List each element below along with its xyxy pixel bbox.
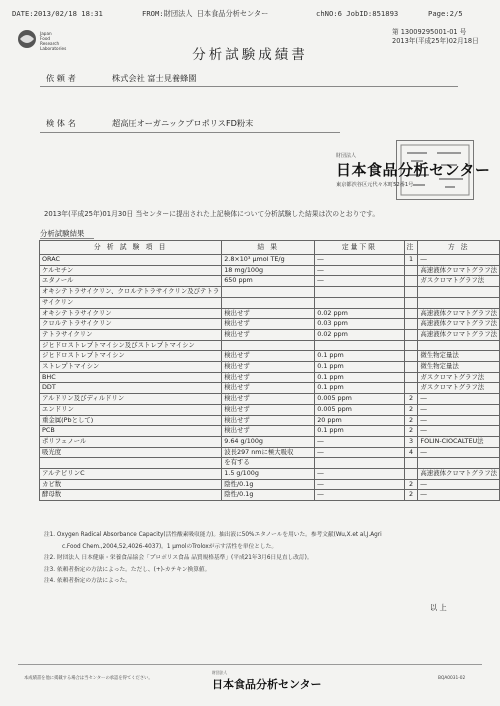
table-row [40, 276, 500, 287]
footer-note: 本成績書を他に掲載する場合は当センターの承認を得てください。 [24, 676, 153, 681]
sample-value: 超高圧オーガニックプロポリスFD粉末 [112, 118, 254, 128]
header-limit: 定量下限 [315, 241, 404, 255]
logo-line: Research [40, 41, 60, 46]
cell-method: ― [418, 255, 500, 266]
cell-item: オキシテトラサイクリン、クロルテトラサイクリン及びテトラ [40, 287, 222, 298]
cell-item [40, 458, 222, 469]
cell-result: 検出せず [222, 362, 315, 373]
cell-limit: 0.005 ppm [315, 404, 404, 415]
cell-limit: ― [315, 490, 404, 501]
section-title: 分析試験結果 [40, 229, 85, 238]
cell-method [418, 458, 500, 469]
table-row [40, 436, 500, 447]
cell-method: 高速液体クロマトグラフ法 [418, 308, 500, 319]
table-row [40, 404, 500, 415]
cell-limit: 0.1 ppm [315, 383, 404, 394]
cell-result: 検出せず [222, 415, 315, 426]
table-row [40, 447, 500, 458]
page-title: 分析試験成績書 [192, 47, 308, 63]
cell-note: 2 [404, 394, 418, 405]
cell-limit: ― [315, 436, 404, 447]
header-item: 分 析 試 験 項 目 [40, 241, 222, 255]
cell-method: ― [418, 490, 500, 501]
cell-method: ― [418, 394, 500, 405]
cell-item: PCB [40, 426, 222, 437]
table-row [40, 415, 500, 426]
cell-result [222, 297, 315, 308]
cell-item: エタノール [40, 276, 222, 287]
cell-note: 2 [404, 490, 418, 501]
header-method: 方 法 [418, 241, 500, 255]
cell-result: 検出せず [222, 329, 315, 340]
footer-divider [18, 664, 482, 665]
cell-note [404, 319, 418, 330]
client-value: 株式会社 富士見養蜂園 [112, 73, 197, 83]
table-row [40, 287, 500, 298]
cell-limit: 0.03 ppm [315, 319, 404, 330]
cell-method: 微生物定量法 [418, 362, 500, 373]
table-row [40, 458, 500, 469]
footer-issuer [198, 670, 322, 692]
cell-result: 検出せず [222, 319, 315, 330]
cell-limit: 0.02 ppm [315, 329, 404, 340]
cell-limit: 0.005 ppm [315, 394, 404, 405]
cell-method: ― [418, 426, 500, 437]
cell-note [404, 372, 418, 383]
issuer-type: 財団法人 [336, 153, 357, 159]
cell-note [404, 308, 418, 319]
cell-item: オキシテトラサイクリン [40, 308, 222, 319]
table-row [40, 319, 500, 330]
table-row [40, 362, 500, 373]
cell-result: 検出せず [222, 372, 315, 383]
cell-result [222, 287, 315, 298]
cell-note: 3 [404, 436, 418, 447]
cell-limit: ― [315, 276, 404, 287]
cell-item: 吸光度 [40, 447, 222, 458]
footer-code: BQA0031-02 [438, 676, 466, 681]
cell-item: ジヒドロストレプトマイシン [40, 351, 222, 362]
note-line: c.Food Chem.,2004,52,4026-4037)。1 μmolのTroloxが示す活性を単位とした。 [62, 543, 278, 550]
cell-method: 高速液体クロマトグラフ法 [418, 329, 500, 340]
logo-line: Japan [40, 31, 52, 36]
cell-method: ― [418, 415, 500, 426]
cell-item: エンドリン [40, 404, 222, 415]
cell-result: 検出せず [222, 351, 315, 362]
cell-note: 4 [404, 447, 418, 458]
sample-label: 検 体 名 [46, 118, 76, 128]
cell-result: 検出せず [222, 426, 315, 437]
cell-note [404, 383, 418, 394]
cell-note [404, 340, 418, 351]
cell-limit: ― [315, 469, 404, 480]
table-row [40, 394, 500, 405]
cell-note [404, 351, 418, 362]
cell-limit [315, 287, 404, 298]
footer-issuer-type: 財団法人 [212, 670, 228, 675]
divider [40, 86, 458, 87]
cell-result: 9.64 g/100g [222, 436, 315, 447]
cell-result: 検出せず [222, 308, 315, 319]
cell-method: ― [418, 404, 500, 415]
cell-item: クロルテトラサイクリン [40, 319, 222, 330]
cell-limit: 20 ppm [315, 415, 404, 426]
logo-line: Laboratories [40, 46, 67, 51]
cell-note: 2 [404, 404, 418, 415]
table-row [40, 308, 500, 319]
cell-limit: 0.1 ppm [315, 372, 404, 383]
cell-result: を有する [222, 458, 315, 469]
cell-item: 重金属(Pbとして) [40, 415, 222, 426]
cell-limit: ― [315, 265, 404, 276]
statement: 2013年(平成25年)01月30日 当センターに提出された上記検体について分析試験した結果は次のとおりです。 [44, 210, 380, 218]
cell-note [404, 276, 418, 287]
cell-item: サイクリン [40, 297, 222, 308]
note-line: 注2. 財団法人 日本健康・栄養食品協会「プロポリス食品 品質規格基準」(平成21年3月6日見直し改訂)。 [44, 555, 313, 561]
note-line: 注3. 依頼者指定の方法によった。ただし、(+)-カテキン換算値。 [44, 566, 211, 573]
cell-result [222, 340, 315, 351]
cell-note [404, 469, 418, 480]
cell-method: 微生物定量法 [418, 351, 500, 362]
table-row [40, 372, 500, 383]
cell-item: 酵母数 [40, 490, 222, 501]
cell-method [418, 297, 500, 308]
table-header-row [40, 241, 500, 255]
cell-result: 陰性/0.1g [222, 490, 315, 501]
cell-item: アルドリン及びディルドリン [40, 394, 222, 405]
cell-item: DDT [40, 383, 222, 394]
cell-note: 2 [404, 479, 418, 490]
table-row [40, 340, 500, 351]
table-row [40, 255, 500, 266]
fax-from: FROM:財団法人 日本食品分析センター [142, 9, 269, 18]
cell-limit: ― [315, 447, 404, 458]
cell-note [404, 287, 418, 298]
results-table [39, 240, 500, 501]
cell-note [404, 458, 418, 469]
note-line: 注1. Oxygen Radical Absorbance Capacity(活性酸素吸収能力)。抽出液に50%エタノールを用いた。参考文献(Wu,X.et al,J.Agri [44, 532, 382, 538]
header-result: 結 果 [222, 241, 315, 255]
cell-method: FOLIN-CIOCALTEU法 [418, 436, 500, 447]
cell-item: ジヒドロストレプトマイシン及びストレプトマイシン [40, 340, 222, 351]
table-row [40, 479, 500, 490]
cell-note: 2 [404, 426, 418, 437]
header-note: 注 [404, 241, 418, 255]
cell-result: 検出せず [222, 383, 315, 394]
cell-item: テトラサイクリン [40, 329, 222, 340]
section-underline [40, 238, 94, 239]
document-number: 第 13009295001-01 号 [392, 28, 467, 36]
cell-limit: 0.1 ppm [315, 362, 404, 373]
closing-mark: 以 上 [430, 603, 447, 612]
notes [44, 530, 474, 588]
cell-result: 検出せず [222, 404, 315, 415]
cell-item: ケルセチン [40, 265, 222, 276]
table-row [40, 351, 500, 362]
fax-page: Page:2/5 [428, 9, 463, 18]
cell-method [418, 287, 500, 298]
cell-method: ガスクロマトグラフ法 [418, 383, 500, 394]
table-row [40, 490, 500, 501]
table-row [40, 383, 500, 394]
cell-item: ポリフェノール [40, 436, 222, 447]
cell-note [404, 329, 418, 340]
cell-item: アルテピリンC [40, 469, 222, 480]
note-line: 注4. 依頼者指定の方法によった。 [44, 578, 131, 584]
cell-result: 1.5 g/100g [222, 469, 315, 480]
fax-date: DATE:2013/02/18 18:31 [12, 9, 103, 18]
cell-item: BHC [40, 372, 222, 383]
cell-method: 高速液体クロマトグラフ法 [418, 319, 500, 330]
issuer-address: 東京都渋谷区元代々木町52番1号 [336, 182, 414, 188]
fax-job: chNO:6 JobID:851893 [316, 9, 399, 18]
cell-method: ― [418, 447, 500, 458]
cell-note [404, 265, 418, 276]
document-date: 2013年(平成25年)02月18日 [392, 37, 479, 45]
table-row [40, 265, 500, 276]
cell-method: 高速液体クロマトグラフ法 [418, 469, 500, 480]
cell-method: ガスクロマトグラフ法 [418, 372, 500, 383]
issuer-name: 日本食品分析センター [336, 161, 491, 179]
divider [40, 132, 340, 133]
cell-note [404, 297, 418, 308]
cell-item: ストレプトマイシン [40, 362, 222, 373]
cell-limit [315, 458, 404, 469]
client-label: 依 頼 者 [46, 73, 76, 83]
table-row [40, 426, 500, 437]
footer-issuer-name: 日本食品分析センター [212, 678, 322, 691]
cell-result: 2.8×10³ μmol TE/g [222, 255, 315, 266]
cell-method [418, 340, 500, 351]
cell-note: 2 [404, 415, 418, 426]
table-row [40, 297, 500, 308]
cell-result: 波長297 nmに極大吸収 [222, 447, 315, 458]
cell-note: 1 [404, 255, 418, 266]
table-row [40, 469, 500, 480]
issuer-block [336, 152, 490, 188]
cell-method: 高速液体クロマトグラフ法 [418, 265, 500, 276]
cell-limit: ― [315, 479, 404, 490]
cell-method: ガスクロマトグラフ法 [418, 276, 500, 287]
logo-line: Food [40, 36, 51, 41]
cell-limit: 0.1 ppm [315, 351, 404, 362]
cell-item: ORAC [40, 255, 222, 266]
cell-limit: 0.02 ppm [315, 308, 404, 319]
cell-item: カビ数 [40, 479, 222, 490]
cell-limit [315, 340, 404, 351]
table-row [40, 329, 500, 340]
cell-method: ― [418, 479, 500, 490]
cell-note [404, 362, 418, 373]
cell-result: 検出せず [222, 394, 315, 405]
cell-result: 陰性/0.1g [222, 479, 315, 490]
cell-result: 650 ppm [222, 276, 315, 287]
cell-result: 18 mg/100g [222, 265, 315, 276]
cell-limit [315, 297, 404, 308]
cell-limit: ― [315, 255, 404, 266]
cell-limit: 0.1 ppm [315, 426, 404, 437]
